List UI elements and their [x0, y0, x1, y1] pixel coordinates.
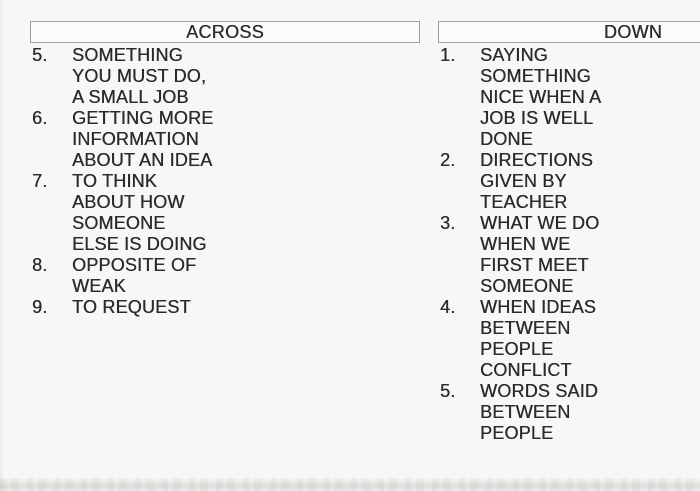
clue-text [72, 297, 412, 318]
clue-text-line: DIRECTIONS [480, 150, 594, 170]
clue-text [72, 45, 412, 108]
clue-number: 6. [32, 108, 48, 128]
clue-number: 5. [440, 381, 456, 401]
clue-item [440, 150, 690, 213]
clue-text-line: BETWEEN [480, 402, 571, 422]
clue-item [32, 297, 412, 318]
clue-item [440, 381, 690, 444]
clue-text-line: A SMALL JOB [72, 87, 189, 107]
clue-number: 4. [440, 297, 456, 317]
clue-text [72, 108, 412, 171]
clue-number: 5. [32, 45, 48, 65]
clue-text-line: TEACHER [480, 192, 568, 212]
clue-text-line: GETTING MORE [72, 108, 214, 128]
clue-item [440, 297, 690, 381]
clue-text-line: ABOUT HOW [72, 192, 185, 212]
clue-text [72, 255, 412, 297]
clue-text [480, 150, 690, 213]
clue-number: 8. [32, 255, 48, 275]
clue-number: 3. [440, 213, 456, 233]
clue-text-line: PEOPLE [480, 339, 554, 359]
clue-number: 7. [32, 171, 48, 191]
clue-text-line: BETWEEN [480, 318, 571, 338]
clue-text-line: ELSE IS DOING [72, 234, 207, 254]
clue-text [480, 297, 690, 381]
clue-text-line: JOB IS WELL [480, 108, 594, 128]
clue-item [440, 45, 690, 150]
clue-text-line: WEAK [72, 276, 126, 296]
scan-edge-artifact [0, 478, 700, 491]
clue-item [32, 171, 412, 255]
clue-text-line: NICE WHEN A [480, 87, 602, 107]
clue-number: 2. [440, 150, 456, 170]
clue-text-line: YOU MUST DO, [72, 66, 207, 86]
clue-text-line: WHEN IDEAS [480, 297, 597, 317]
clue-text-line: WORDS SAID [480, 381, 599, 401]
clue-item [440, 213, 690, 297]
across-clue-list [32, 45, 412, 318]
clue-text-line: WHAT WE DO [480, 213, 600, 233]
clue-item [32, 108, 412, 171]
down-header-box [438, 21, 700, 43]
down-clue-list [440, 45, 690, 444]
clue-text-line: PEOPLE [480, 423, 554, 443]
clue-text-line: WHEN WE [480, 234, 571, 254]
clue-text-line: GIVEN BY [480, 171, 567, 191]
clue-text-line: ABOUT AN IDEA [72, 150, 213, 170]
clue-item [32, 45, 412, 108]
clue-text-line: SOMETHING [72, 45, 183, 65]
clue-text-line: TO REQUEST [72, 297, 191, 317]
across-header-label: ACROSS [186, 22, 264, 42]
clue-item [32, 255, 412, 297]
clue-text [480, 381, 690, 444]
down-header-label: DOWN [603, 22, 663, 42]
clue-text-line: SAYING [480, 45, 548, 65]
clue-text [480, 213, 690, 297]
clue-text-line: SOMETHING [480, 66, 591, 86]
clue-text-line: CONFLICT [480, 360, 572, 380]
clue-text-line: OPPOSITE OF [72, 255, 197, 275]
clue-number: 9. [32, 297, 48, 317]
clue-text-line: DONE [480, 129, 533, 149]
clue-number: 1. [440, 45, 456, 65]
clue-text-line: INFORMATION [72, 129, 199, 149]
clue-text-line: SOMEONE [72, 213, 166, 233]
clue-text [72, 171, 412, 255]
clue-text-line: SOMEONE [480, 276, 574, 296]
clue-text-line: TO THINK [72, 171, 157, 191]
across-header-box [30, 21, 420, 43]
clue-text-line: FIRST MEET [480, 255, 589, 275]
clue-text [480, 45, 690, 150]
